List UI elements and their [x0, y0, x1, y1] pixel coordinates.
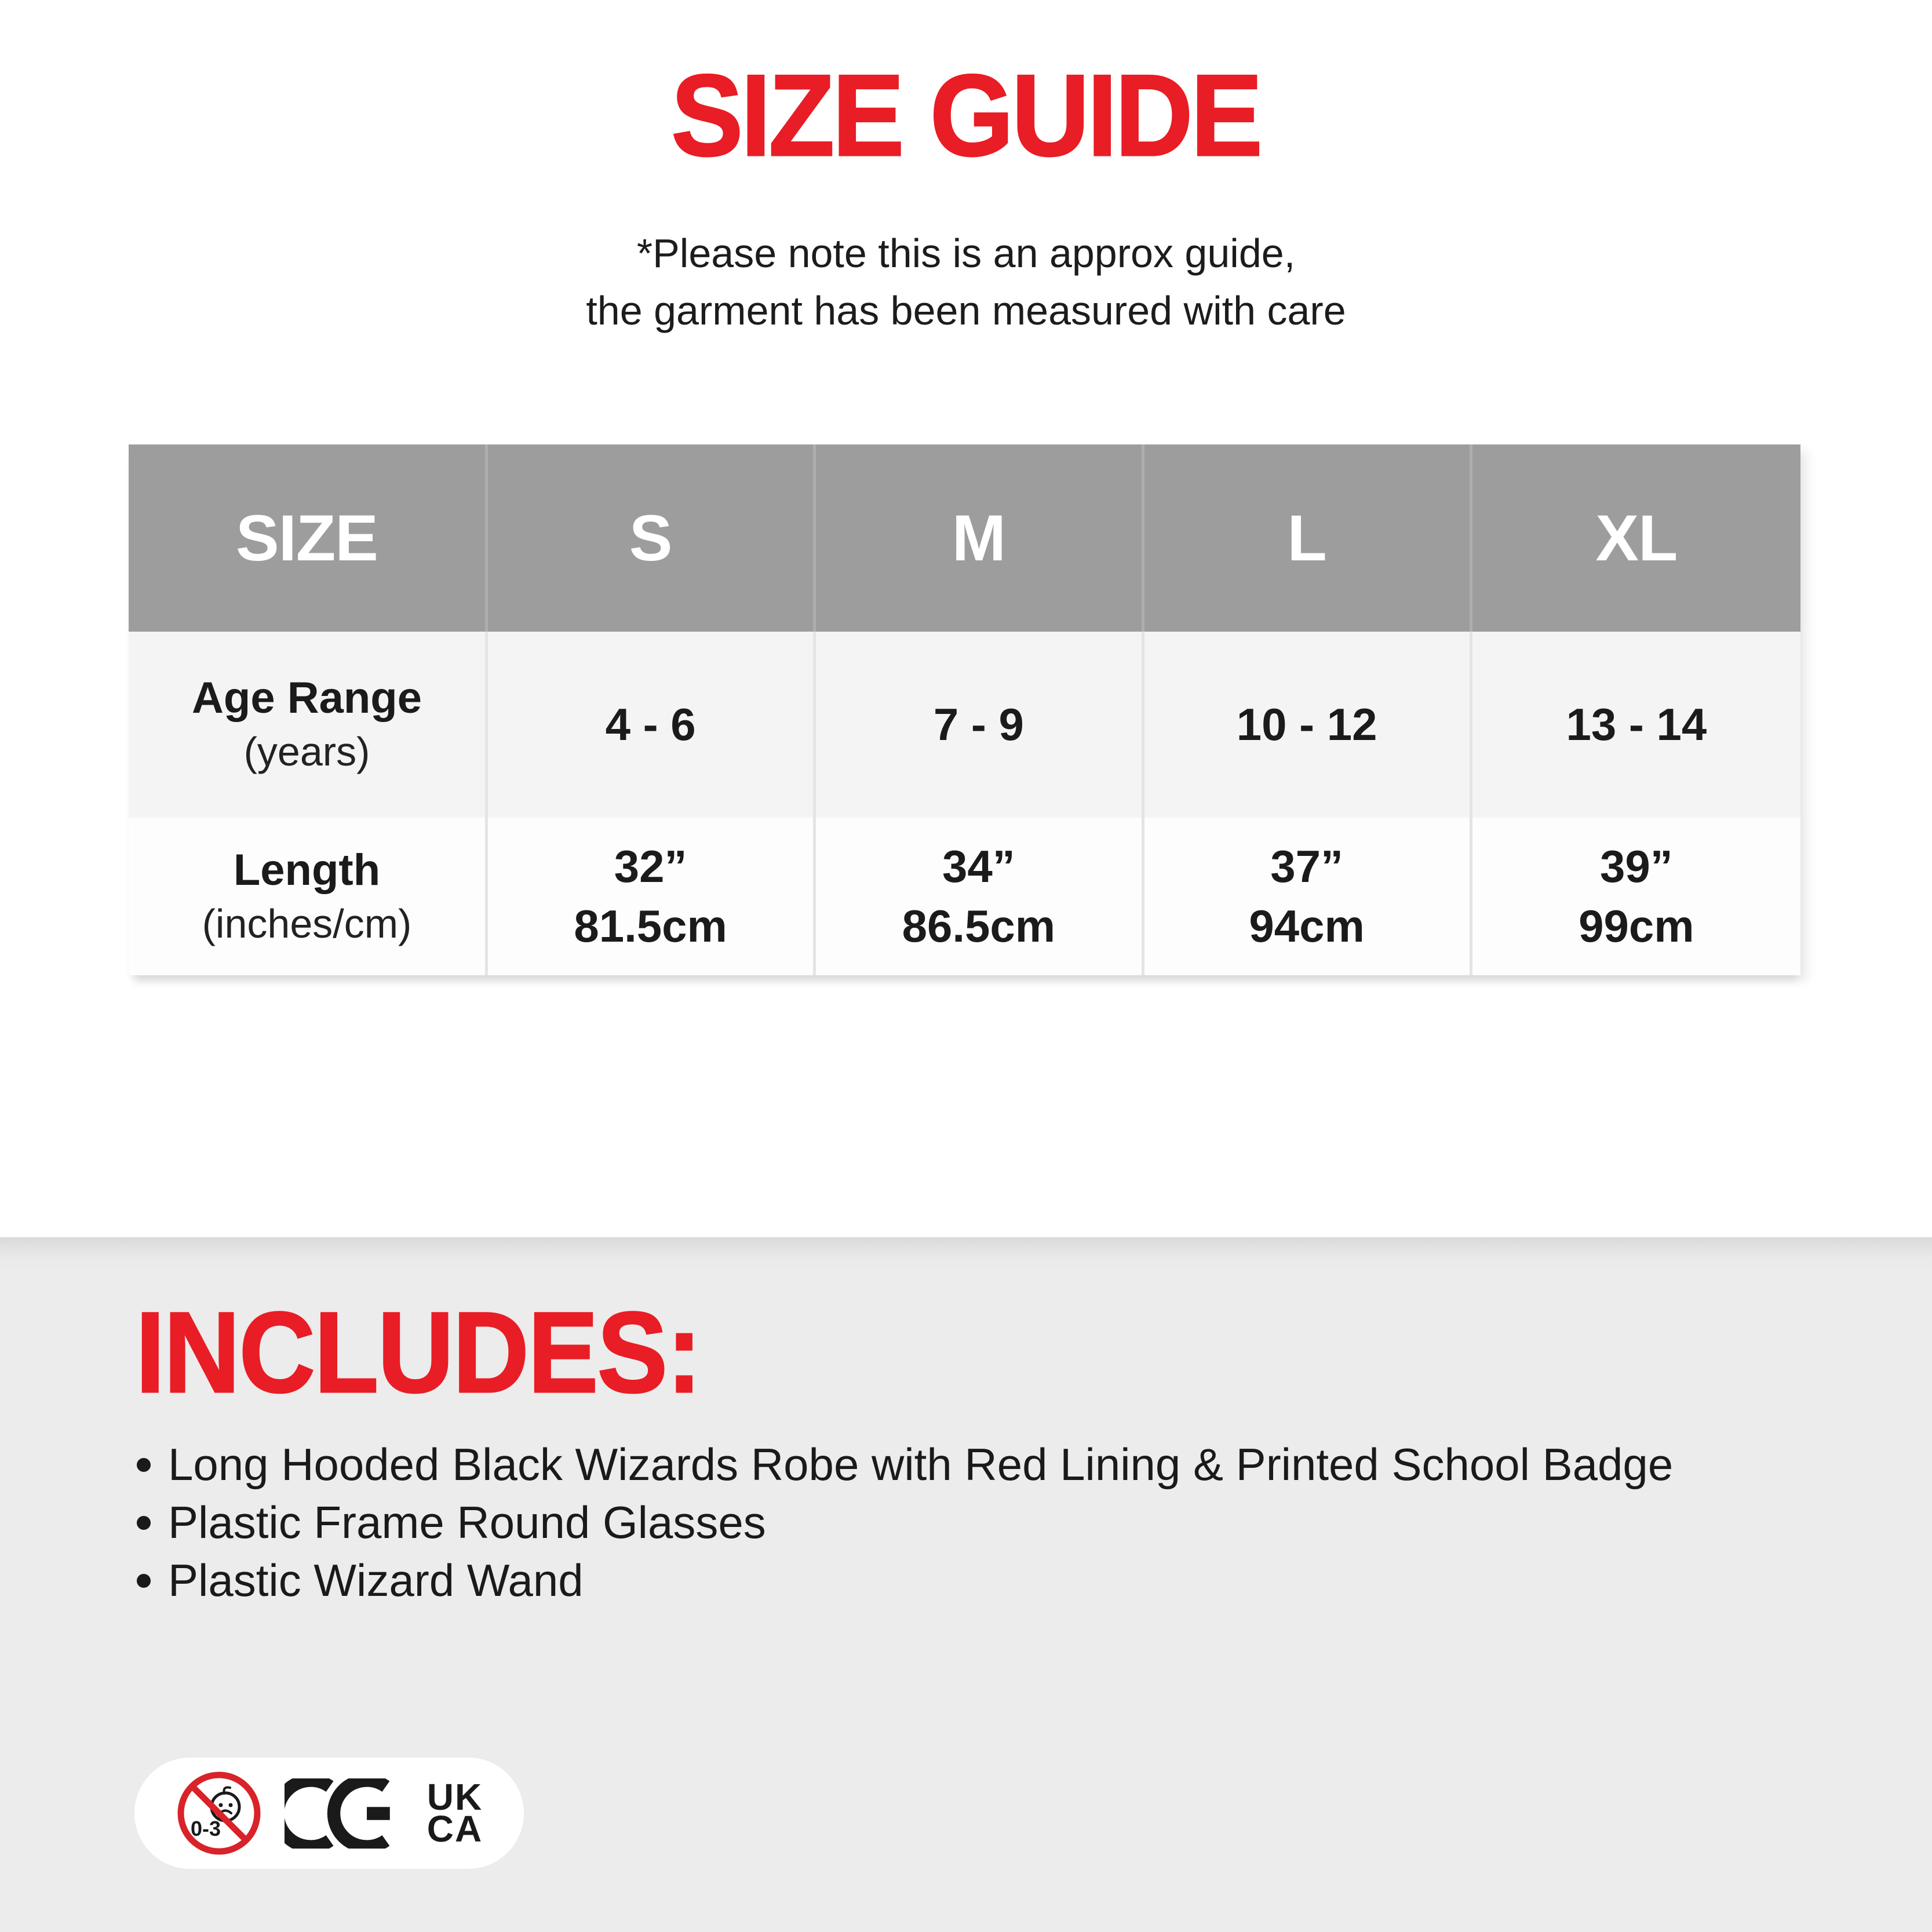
column-header-l: L	[1144, 444, 1472, 632]
size-table	[129, 444, 1800, 975]
table-row-age-range	[129, 632, 1800, 818]
certification-badges	[134, 1758, 524, 1869]
length-inches: 32”	[614, 840, 687, 892]
ukca-line2: CA	[427, 1808, 483, 1850]
column-header-m: M	[816, 444, 1144, 632]
length-inches: 34”	[942, 840, 1015, 892]
ce-mark-icon	[285, 1778, 405, 1849]
size-table-header-row	[129, 444, 1800, 632]
length-cm: 81.5cm	[574, 900, 727, 952]
length-cm: 94cm	[1249, 900, 1365, 952]
includes-heading: INCLUDES:	[136, 1288, 701, 1416]
includes-section	[0, 1237, 1932, 1932]
length-value-s	[488, 818, 816, 975]
column-header-s: S	[488, 444, 816, 632]
length-inches: 37”	[1270, 840, 1343, 892]
row-label-unit: (years)	[243, 729, 370, 775]
row-label-length	[129, 818, 488, 975]
page-title	[0, 51, 1932, 180]
list-item: Long Hooded Black Wizards Robe with Red Lining & Printed School Badge	[136, 1435, 1932, 1493]
length-inches: 39”	[1599, 840, 1673, 892]
length-value-xl	[1472, 818, 1800, 975]
length-value-m	[816, 818, 1144, 975]
size-note-line1: *Please note this is an approx guide,	[636, 231, 1296, 276]
table-row-length	[129, 818, 1800, 975]
size-note	[0, 225, 1932, 340]
age-value-m: 7 - 9	[816, 632, 1144, 818]
list-item: Plastic Wizard Wand	[136, 1551, 1932, 1609]
column-header-size: SIZE	[129, 444, 488, 632]
column-header-xl: XL	[1472, 444, 1800, 632]
age-value-l: 10 - 12	[1144, 632, 1472, 818]
age-value-s: 4 - 6	[488, 632, 816, 818]
row-label-main: Length	[233, 845, 381, 895]
age-warning-label: 0-3	[190, 1817, 221, 1840]
size-note-line2: the garment has been measured with care	[586, 288, 1346, 334]
page-title-text: SIZE GUIDE	[671, 51, 1261, 180]
row-label-age-range	[129, 632, 488, 818]
row-label-unit: (inches/cm)	[202, 901, 412, 946]
age-value-xl: 13 - 14	[1472, 632, 1800, 818]
age-warning-0-3-icon	[176, 1770, 263, 1857]
length-cm: 99cm	[1579, 900, 1694, 952]
ukca-mark	[427, 1776, 483, 1850]
list-item: Plastic Frame Round Glasses	[136, 1493, 1932, 1551]
row-label-main: Age Range	[192, 673, 422, 723]
includes-list	[136, 1435, 1932, 1609]
length-cm: 86.5cm	[902, 900, 1056, 952]
ukca-line1: UK	[427, 1776, 483, 1818]
length-value-l	[1144, 818, 1472, 975]
